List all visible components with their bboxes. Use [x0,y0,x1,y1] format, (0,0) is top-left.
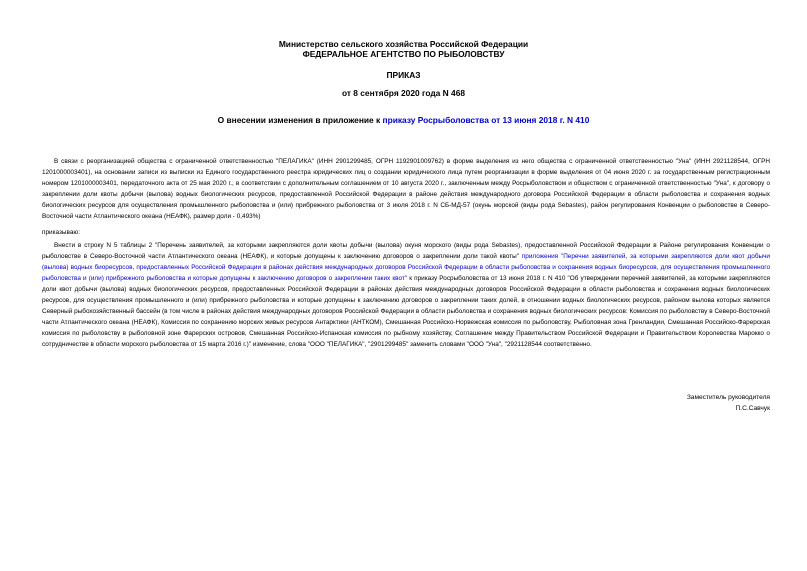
main-paragraph [42,240,770,350]
preamble-paragraph [42,156,770,222]
ministry-title: Министерство сельского хозяйства Российской Федерации [278,39,529,49]
main-text-part-3: изменение, слова "ООО "ПЕЛАГИКА", "2901299485" заменить словами "ООО "Уна", "2921128544 соответственно. [250,341,592,348]
subject-text: О внесении изменения в приложение к [217,115,383,125]
main-text-part-2: к приказу Росрыболовства от 13 июня 2018 г. N 410 "Об утверждении перечней заявителей, за которыми закрепляются доли квот добычи (вылова) водных биологических ресурсов, предоставленных Российской Федерации в районах действия международных договоров Российской Федерации в области рыболовства и сохранения водных биологических ресурсов, для осуществления промышленного и (или) прибрежного рыболовства и которые допущены к заключению договоров о закреплении таких долей, в отношении водных биологических ресурсов, районом вылова которых является Северный рыбохозяйственный бассейн (в том числе в районах действия международных договоров Российской Федерации в области рыболовства и сохранения водных биологических ресурсов: Комиссия по рыболовству в Северо-Восточной части Атлантического океана (НЕАФК), Комиссия по сохранению морских живых ресурсов Антарктики (АНТКОМ), Смешанная Российско-Норвежская комиссия по рыболовству, Рыболовная зона Гренландии, Смешанная Российско-Фарерская комиссия по рыболовству в рыболовной зоне Фарерских островов, Смешанная Российско-Испанская комиссия по рыбному хозяйству, Соглашение между Правительством Российской Федерации и Правительством Королевства Марокко о сотрудничестве в области морского рыболовства от 15 марта 2016 г.)" [42,275,770,348]
signature-position: Заместитель руководителя [686,394,770,401]
order-word-paragraph [42,227,770,238]
document-date-number: от 8 сентября 2020 года N 468 [341,88,466,98]
appendix-link[interactable]: приложения "Перечни заявителей, за которыми закрепляются доли квот добычи (вылова) водных биоресурсов, предоставленных Российской Федерации в районах действия международных договоров Российской Федерации в области рыболовства и сохранения водных биоресурсов, для осуществления промышленного рыболовства и (или) прибрежного рыболовства и которые допущены к заключению договоров о закреплении таких квот" [42,253,770,282]
order-word: приказываю: [42,229,80,236]
agency-title: ФЕДЕРАЛЬНОЕ АГЕНТСТВО ПО РЫБОЛОВСТВУ [302,49,505,59]
document-subject [0,115,807,125]
preamble-text: В связи с реорганизацией общества с ограниченной ответственностью "ПЕЛАГИКА" (ИНН 2901299485, ОГРН 1192901009762) в форме выделения из него общества с ограниченной ответственностью "Уна" (ИНН 2921128544, ОГРН 1201000003401), на основании записи из выписки из Единого государственного реестра юридических лиц о создании юридического лица путем реорганизации в форме выделения от 04 июня 2020 г. за государственным регистрационным номером 1201000003401, передаточного акта от 25 мая 2020 г., в соответствии с дополнительным соглашением от 10 августа 2020 г., заключенным между Росрыболовством и обществом с ограниченной ответственностью "Уна", к договору о закреплении доли квоты добычи (вылова) водных биологических ресурсов, предоставленной Российской Федерации в районе действия международного договора Российской Федерации в области рыболовства и сохранения водных биологических ресурсов для осуществления промышленного рыболовства и (или) прибрежного рыболовства от 3 июля 2018 г. N СБ-МД-57 (окунь морской (виды рода Sebastes), район регулирования Конвенции о рыболовстве в Северо-Восточной части Атлантического океана (НЕАФК), размер доли - 0,493%) [42,158,770,220]
signature-name: П.С.Савчук [735,405,770,412]
subject-order-link[interactable]: приказу Росрыболовства от 13 июня 2018 г. N 410 [382,115,590,125]
document-type: ПРИКАЗ [386,70,421,80]
main-text-part-1: Внести в строку N 5 таблицы 2 "Перечень заявителей, за которыми закрепляются доли квоты добычи (вылова) окуня морского (виды рода Sebastes), предоставленной Российской Федерации в Районе регулирования Конвенции о рыболовстве в Северо-Восточной части Атлантического океана (НЕАФК), и которые допущены к заключению договоров о закреплении доли такой квоты" [42,242,770,260]
